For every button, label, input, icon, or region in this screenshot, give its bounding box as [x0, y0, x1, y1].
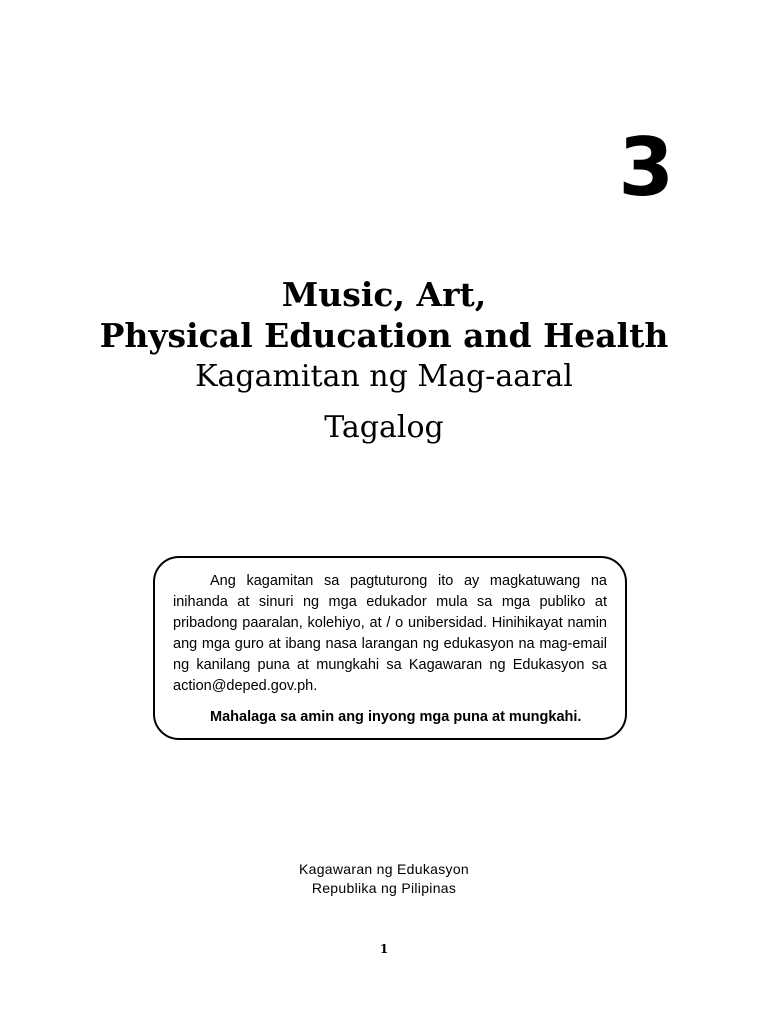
- title-line-2: Physical Education and Health: [99, 316, 669, 355]
- publisher-block: [0, 860, 768, 898]
- notice-emphasis: Mahalaga sa amin ang inyong mga puna at mungkahi.: [210, 709, 582, 725]
- notice-box: [153, 556, 627, 740]
- page-number: 1: [379, 942, 389, 956]
- notice-body: Ang kagamitan sa pagtuturong ito ay magkatuwang na inihanda at sinuri ng mga edukador mula sa mga publiko at pribadong paaralan, kolehiyo, at / o unibersidad. Hinihikayat namin ang mga guro at ibang nasa larangan ng edukasyon na mag-email ng kanilang puna at mungkahi sa Kagawaran ng Edukasyon sa action@deped.gov.ph.: [173, 573, 607, 694]
- title-block: [0, 274, 768, 447]
- grade-number: 3: [618, 121, 674, 214]
- subtitle: Kagamitan ng Mag-aaral: [195, 359, 573, 394]
- publisher-country: Republika ng Pilipinas: [311, 880, 457, 896]
- title-line-1: Music, Art,: [281, 275, 487, 314]
- language-label: Tagalog: [324, 410, 444, 445]
- publisher-department: Kagawaran ng Edukasyon: [298, 861, 470, 877]
